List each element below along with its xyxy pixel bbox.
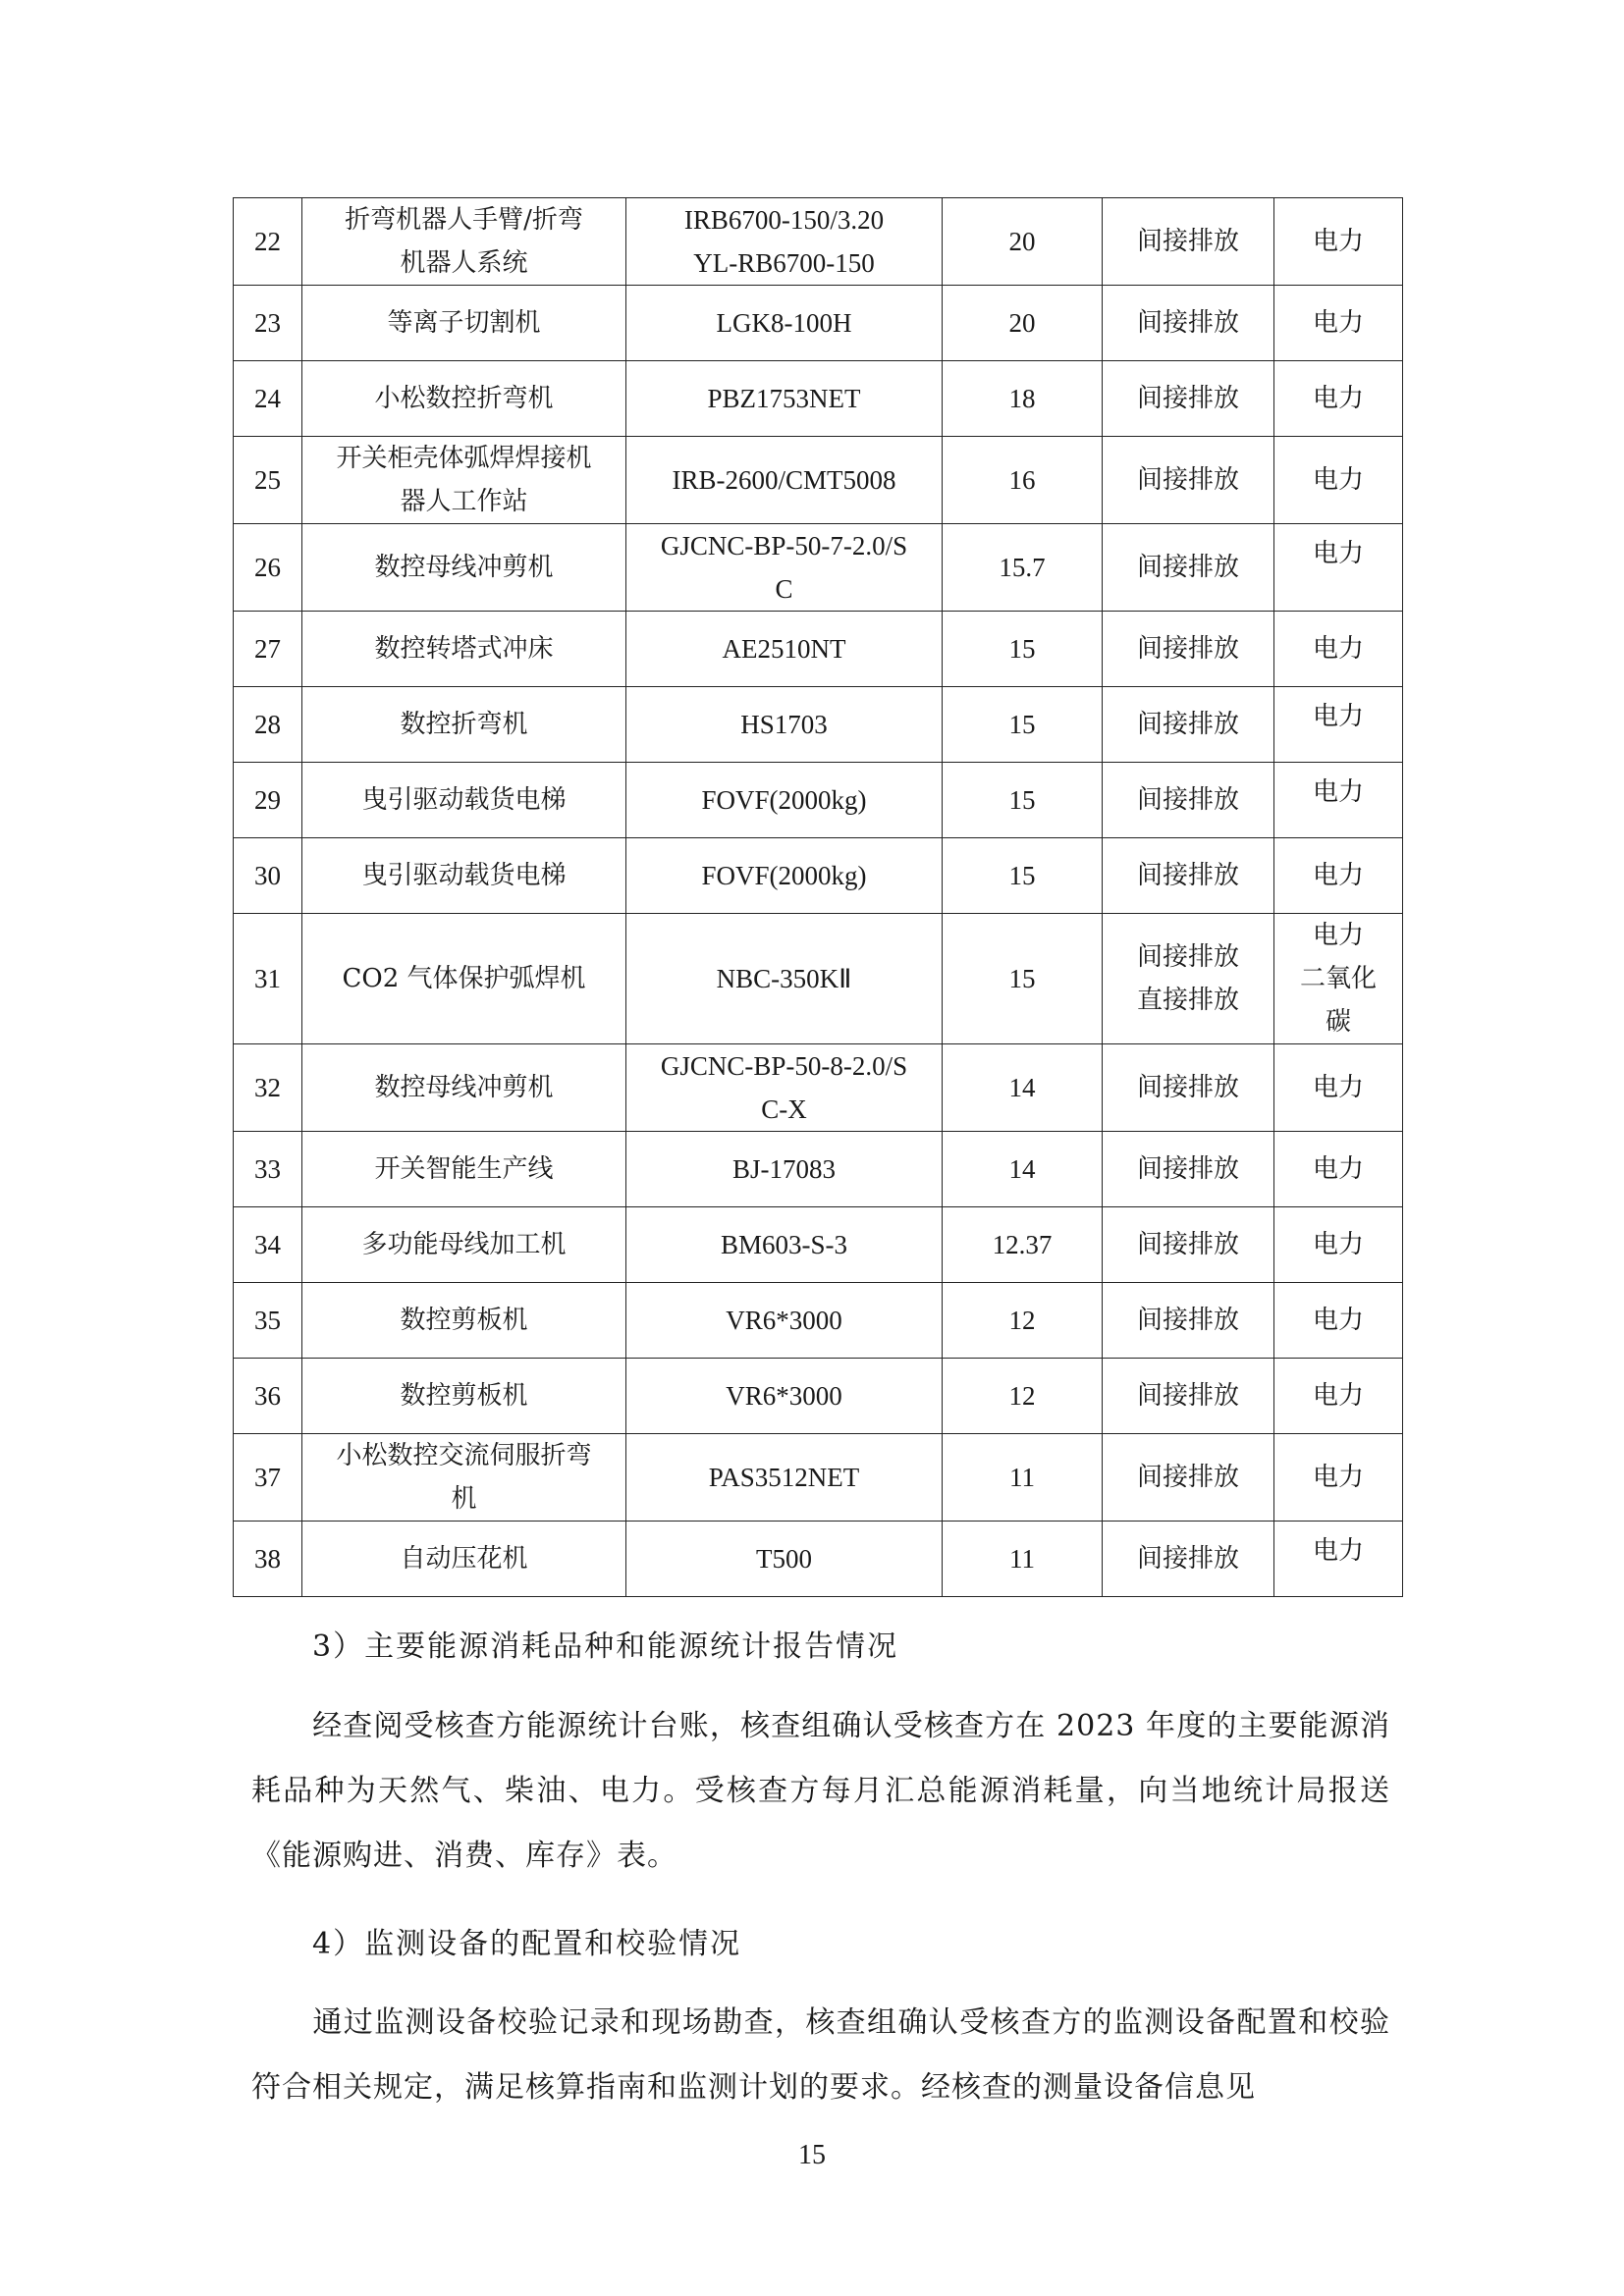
- power-cell: 15: [943, 612, 1103, 687]
- equipment-name-cell: [302, 286, 626, 361]
- row-number-cell: 25: [234, 437, 302, 524]
- emission-type-line: 间接排放: [1136, 1073, 1239, 1102]
- equipment-name-cell: [302, 1283, 626, 1359]
- model-line: PBZ1753NET: [707, 384, 861, 413]
- energy-type-cell: [1274, 1434, 1403, 1522]
- energy-type-cell: [1274, 838, 1403, 914]
- emission-type-line: 间接排放: [1136, 942, 1239, 972]
- energy-type-cell: [1274, 687, 1403, 763]
- table-row: [234, 286, 1403, 361]
- emission-type-line: 间接排放: [1136, 785, 1239, 815]
- equipment-name-line: 曳引驱动载货电梯: [361, 785, 567, 815]
- power-cell: 15: [943, 838, 1103, 914]
- model-cell: [626, 838, 943, 914]
- table-row: [234, 687, 1403, 763]
- table-row: [234, 1522, 1403, 1597]
- model-line: HS1703: [740, 710, 828, 739]
- emission-type-line: 间接排放: [1136, 1230, 1239, 1259]
- energy-type-cell: [1274, 198, 1403, 286]
- emission-type-line: 间接排放: [1136, 1463, 1239, 1492]
- emission-type-line: 间接排放: [1136, 384, 1239, 413]
- energy-type-cell: [1274, 1522, 1403, 1597]
- row-number-cell: 34: [234, 1207, 302, 1283]
- page-number: 15: [798, 2140, 826, 2170]
- emission-type-cell: [1103, 1522, 1274, 1597]
- equipment-name-line: 开关柜壳体弧焊焊接机: [336, 444, 592, 473]
- equipment-name-cell: [302, 198, 626, 286]
- emission-type-line: 间接排放: [1136, 1306, 1239, 1335]
- emission-type-cell: [1103, 361, 1274, 437]
- equipment-name-line: 数控母线冲剪机: [374, 1073, 554, 1102]
- model-cell: [626, 763, 943, 838]
- power-cell: 14: [943, 1044, 1103, 1132]
- model-cell: [626, 914, 943, 1044]
- energy-type-cell: [1274, 1044, 1403, 1132]
- row-number-cell: 24: [234, 361, 302, 437]
- table-row: [234, 914, 1403, 1044]
- model-cell: [626, 1044, 943, 1132]
- model-line: FOVF(2000kg): [701, 785, 867, 815]
- energy-type-cell: [1274, 437, 1403, 524]
- section-3-paragraph: 经查阅受核查方能源统计台账，核查组确认受核查方在 2023 年度的主要能源消耗品种为天然气、柴油、电力。受核查方每月汇总能源消耗量，向当地统计局报送《能源购进、消费、库存》表。: [251, 1709, 1390, 1873]
- model-line: C: [775, 574, 793, 604]
- equipment-name-line: 多功能母线加工机: [361, 1230, 567, 1259]
- equipment-name-line: 小松数控交流伺服折弯: [336, 1441, 592, 1470]
- energy-type-line: 电力: [1312, 1463, 1364, 1492]
- energy-type-line: 二氧化: [1299, 964, 1377, 993]
- emission-type-line: 间接排放: [1136, 710, 1239, 739]
- emission-type-cell: [1103, 437, 1274, 524]
- energy-type-cell: [1274, 286, 1403, 361]
- power-cell: 20: [943, 286, 1103, 361]
- model-line: C-X: [761, 1095, 807, 1124]
- emission-type-cell: [1103, 524, 1274, 612]
- energy-type-cell: [1274, 1207, 1403, 1283]
- row-number-cell: 32: [234, 1044, 302, 1132]
- energy-type-line: 电力: [1312, 1381, 1364, 1411]
- model-line: BJ-17083: [731, 1154, 836, 1184]
- table-row: [234, 524, 1403, 612]
- equipment-name-line: 数控剪板机: [400, 1306, 528, 1335]
- equipment-name-cell: [302, 361, 626, 437]
- power-cell: 11: [943, 1434, 1103, 1522]
- model-cell: [626, 1207, 943, 1283]
- power-cell: 16: [943, 437, 1103, 524]
- energy-type-line: 碳: [1325, 1007, 1351, 1037]
- equipment-table: [233, 197, 1403, 1597]
- row-number-cell: 27: [234, 612, 302, 687]
- model-cell: [626, 198, 943, 286]
- energy-type-cell: [1274, 914, 1403, 1044]
- row-number-cell: 22: [234, 198, 302, 286]
- model-cell: [626, 524, 943, 612]
- energy-type-cell: [1274, 1132, 1403, 1207]
- energy-type-line: 电力: [1312, 777, 1364, 807]
- power-cell: 11: [943, 1522, 1103, 1597]
- energy-type-cell: [1274, 361, 1403, 437]
- energy-type-line: 电力: [1312, 1536, 1364, 1566]
- model-cell: [626, 1283, 943, 1359]
- power-cell: 15.7: [943, 524, 1103, 612]
- table-row: [234, 1132, 1403, 1207]
- equipment-name-line: 折弯机器人手臂/折弯: [345, 205, 583, 235]
- section-3-title: 3）主要能源消耗品种和能源统计报告情况: [312, 1629, 899, 1664]
- model-cell: [626, 437, 943, 524]
- row-number-cell: 23: [234, 286, 302, 361]
- energy-type-cell: [1274, 524, 1403, 612]
- equipment-name-cell: [302, 1522, 626, 1597]
- row-number-cell: 30: [234, 838, 302, 914]
- power-cell: 15: [943, 914, 1103, 1044]
- emission-type-cell: [1103, 687, 1274, 763]
- table-row: [234, 198, 1403, 286]
- equipment-name-line: 数控剪板机: [400, 1381, 528, 1411]
- row-number-cell: 35: [234, 1283, 302, 1359]
- table-row: [234, 1044, 1403, 1132]
- energy-type-cell: [1274, 1359, 1403, 1434]
- equipment-name-cell: [302, 914, 626, 1044]
- table-row: [234, 763, 1403, 838]
- model-line: GJCNC-BP-50-7-2.0/S: [660, 531, 908, 561]
- model-cell: [626, 286, 943, 361]
- equipment-name-line: 数控转塔式冲床: [374, 634, 554, 664]
- model-cell: [626, 361, 943, 437]
- model-cell: [626, 1522, 943, 1597]
- emission-type-cell: [1103, 286, 1274, 361]
- row-number-cell: 37: [234, 1434, 302, 1522]
- row-number-cell: 31: [234, 914, 302, 1044]
- energy-type-line: 电力: [1312, 921, 1364, 950]
- equipment-name-cell: [302, 612, 626, 687]
- energy-type-cell: [1274, 612, 1403, 687]
- model-cell: [626, 1132, 943, 1207]
- table-row: [234, 1434, 1403, 1522]
- emission-type-cell: [1103, 838, 1274, 914]
- emission-type-cell: [1103, 1132, 1274, 1207]
- power-cell: 12: [943, 1359, 1103, 1434]
- equipment-name-cell: [302, 437, 626, 524]
- section-4-paragraph: 通过监测设备校验记录和现场勘查，核查组确认受核查方的监测设备配置和校验符合相关规定，满足核算指南和监测计划的要求。经核查的测量设备信息见: [251, 2005, 1390, 2105]
- model-line: FOVF(2000kg): [701, 861, 867, 890]
- energy-type-line: 电力: [1312, 308, 1364, 338]
- equipment-name-line: 器人工作站: [400, 487, 528, 516]
- emission-type-cell: [1103, 1359, 1274, 1434]
- model-line: IRB6700-150/3.20: [683, 205, 885, 235]
- equipment-name-line: CO2 气体保护弧焊机: [342, 964, 586, 993]
- energy-type-line: 电力: [1312, 227, 1364, 256]
- model-line: NBC-350KⅡ: [716, 964, 852, 993]
- table-row: [234, 1359, 1403, 1434]
- model-line: YL-RB6700-150: [693, 248, 875, 278]
- energy-type-line: 电力: [1312, 539, 1364, 568]
- section-4-title: 4）监测设备的配置和校验情况: [312, 1927, 742, 1961]
- emission-type-cell: [1103, 198, 1274, 286]
- energy-type-line: 电力: [1312, 1230, 1364, 1259]
- equipment-name-cell: [302, 1132, 626, 1207]
- emission-type-cell: [1103, 1044, 1274, 1132]
- energy-type-cell: [1274, 763, 1403, 838]
- equipment-name-line: 曳引驱动载货电梯: [361, 861, 567, 890]
- power-cell: 15: [943, 687, 1103, 763]
- equipment-name-cell: [302, 1434, 626, 1522]
- energy-type-line: 电力: [1312, 861, 1364, 890]
- emission-type-line: 间接排放: [1136, 465, 1239, 495]
- emission-type-line: 间接排放: [1136, 227, 1239, 256]
- table-row: [234, 1283, 1403, 1359]
- model-cell: [626, 612, 943, 687]
- emission-type-line: 间接排放: [1136, 553, 1239, 582]
- emission-type-line: 间接排放: [1136, 1381, 1239, 1411]
- model-line: AE2510NT: [722, 634, 846, 664]
- power-cell: 20: [943, 198, 1103, 286]
- energy-type-line: 电力: [1312, 1154, 1364, 1184]
- energy-type-line: 电力: [1312, 702, 1364, 731]
- power-cell: 15: [943, 763, 1103, 838]
- table-row: [234, 612, 1403, 687]
- power-cell: 18: [943, 361, 1103, 437]
- row-number-cell: 38: [234, 1522, 302, 1597]
- emission-type-line: 间接排放: [1136, 634, 1239, 664]
- emission-type-line: 间接排放: [1136, 1544, 1239, 1574]
- model-line: GJCNC-BP-50-8-2.0/S: [660, 1051, 908, 1081]
- equipment-name-cell: [302, 1207, 626, 1283]
- equipment-name-cell: [302, 1044, 626, 1132]
- model-line: LGK8-100H: [716, 308, 852, 338]
- model-line: BM603-S-3: [720, 1230, 847, 1259]
- emission-type-line: 间接排放: [1136, 1154, 1239, 1184]
- energy-type-line: 电力: [1312, 1073, 1364, 1102]
- equipment-name-line: 自动压花机: [400, 1544, 528, 1574]
- equipment-name-cell: [302, 1359, 626, 1434]
- equipment-name-line: 机: [451, 1484, 477, 1514]
- power-cell: 12: [943, 1283, 1103, 1359]
- power-cell: 12.37: [943, 1207, 1103, 1283]
- model-line: IRB-2600/CMT5008: [672, 465, 896, 495]
- equipment-table-body: [234, 198, 1403, 1597]
- row-number-cell: 36: [234, 1359, 302, 1434]
- energy-type-cell: [1274, 1283, 1403, 1359]
- equipment-name-line: 机器人系统: [400, 248, 528, 278]
- model-cell: [626, 687, 943, 763]
- row-number-cell: 28: [234, 687, 302, 763]
- emission-type-line: 直接排放: [1136, 986, 1239, 1015]
- equipment-name-cell: [302, 838, 626, 914]
- emission-type-cell: [1103, 1434, 1274, 1522]
- model-line: VR6*3000: [726, 1306, 842, 1335]
- equipment-name-line: 等离子切割机: [387, 308, 541, 338]
- equipment-name-line: 小松数控折弯机: [374, 384, 554, 413]
- table-row: [234, 838, 1403, 914]
- table-row: [234, 437, 1403, 524]
- emission-type-cell: [1103, 763, 1274, 838]
- energy-type-line: 电力: [1312, 465, 1364, 495]
- emission-type-cell: [1103, 612, 1274, 687]
- model-line: T500: [756, 1544, 812, 1574]
- model-cell: [626, 1434, 943, 1522]
- emission-type-line: 间接排放: [1136, 861, 1239, 890]
- equipment-name-cell: [302, 763, 626, 838]
- emission-type-cell: [1103, 914, 1274, 1044]
- model-cell: [626, 1359, 943, 1434]
- row-number-cell: 29: [234, 763, 302, 838]
- row-number-cell: 26: [234, 524, 302, 612]
- equipment-name-cell: [302, 687, 626, 763]
- emission-type-line: 间接排放: [1136, 308, 1239, 338]
- row-number-cell: 33: [234, 1132, 302, 1207]
- equipment-name-cell: [302, 524, 626, 612]
- model-line: PAS3512NET: [708, 1463, 860, 1492]
- model-line: VR6*3000: [726, 1381, 842, 1411]
- power-cell: 14: [943, 1132, 1103, 1207]
- energy-type-line: 电力: [1312, 384, 1364, 413]
- equipment-name-line: 数控折弯机: [400, 710, 528, 739]
- emission-type-cell: [1103, 1283, 1274, 1359]
- table-row: [234, 361, 1403, 437]
- table-row: [234, 1207, 1403, 1283]
- equipment-name-line: 开关智能生产线: [374, 1154, 554, 1184]
- energy-type-line: 电力: [1312, 1306, 1364, 1335]
- energy-type-line: 电力: [1312, 634, 1364, 664]
- emission-type-cell: [1103, 1207, 1274, 1283]
- equipment-name-line: 数控母线冲剪机: [374, 553, 554, 582]
